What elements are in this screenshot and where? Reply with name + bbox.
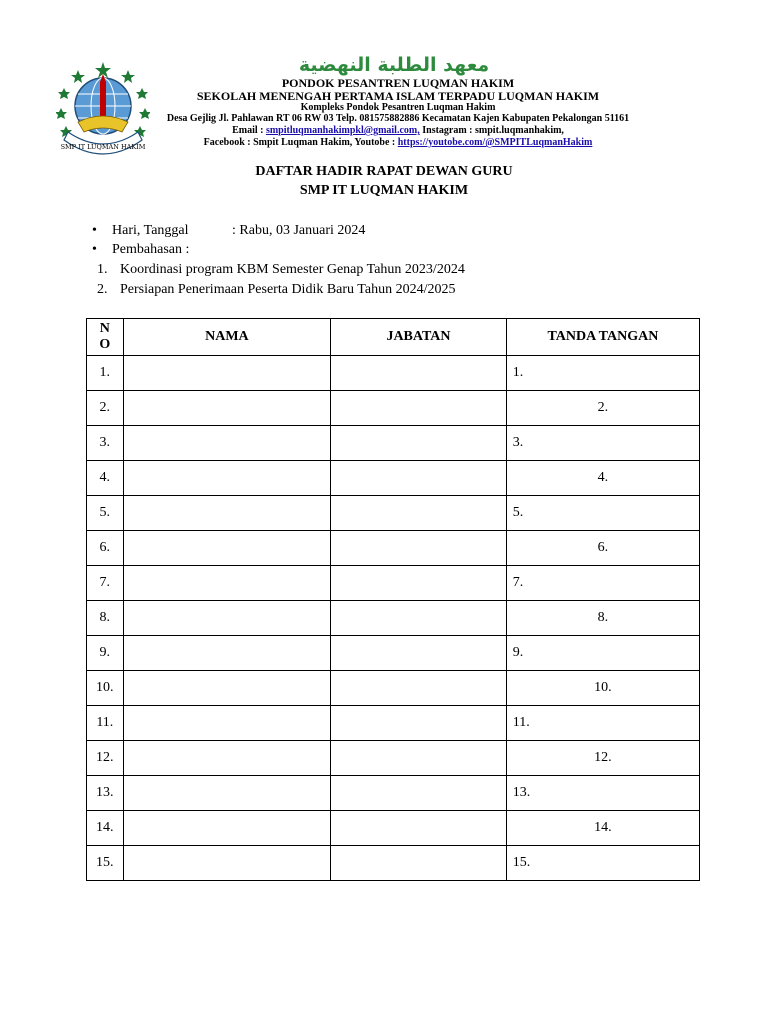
row-number: 10. (87, 671, 124, 706)
row-number: 14. (87, 811, 124, 846)
signature-number: 6. (597, 540, 609, 555)
agenda-item (97, 261, 465, 279)
bullet-icon: • (92, 242, 97, 257)
nama-cell[interactable] (123, 566, 331, 601)
document-title: DAFTAR HADIR RAPAT DEWAN GURU (255, 164, 513, 179)
jabatan-cell[interactable] (331, 846, 507, 881)
agenda-text: Koordinasi program KBM Semester Genap Tahun 2023/2024 (120, 262, 465, 277)
table-row (87, 671, 700, 706)
table-row (87, 636, 700, 671)
table-row (87, 461, 700, 496)
nama-cell[interactable] (123, 391, 331, 426)
header-line-3: Kompleks Pondok Pesantren Luqman Hakim (300, 102, 496, 113)
row-number: 15. (87, 846, 124, 881)
signature-cell[interactable] (506, 356, 699, 391)
row-number: 5. (87, 496, 124, 531)
row-number: 7. (87, 566, 124, 601)
jabatan-cell[interactable] (331, 636, 507, 671)
signature-cell[interactable] (506, 671, 699, 706)
signature-number: 14. (594, 820, 612, 835)
signature-number: 10. (594, 680, 612, 695)
row-number: 13. (87, 776, 124, 811)
nama-cell[interactable] (123, 461, 331, 496)
jabatan-cell[interactable] (331, 426, 507, 461)
nama-cell[interactable] (123, 776, 331, 811)
table-row (87, 601, 700, 636)
signature-number: 5. (512, 505, 524, 520)
signature-cell[interactable] (506, 531, 699, 566)
signature-number: 9. (512, 645, 524, 660)
signature-number: 11. (512, 715, 530, 730)
jabatan-cell[interactable] (331, 741, 507, 776)
signature-cell[interactable] (506, 461, 699, 496)
signature-number: 7. (512, 575, 524, 590)
row-number: 2. (87, 391, 124, 426)
header-address: Desa Gejlig Jl. Pahlawan RT 06 RW 03 Telp. 081575882886 Kecamatan Kajen Kabupaten Pekalongan 51161 (166, 113, 630, 124)
header-jabatan: JABATAN (331, 319, 507, 356)
nama-cell[interactable] (123, 671, 331, 706)
table-row (87, 776, 700, 811)
instagram-text: Instagram : smpit.luqmanhakim, (419, 125, 564, 136)
row-number: 11. (87, 706, 124, 741)
attendance-table (86, 318, 700, 881)
table-row (87, 706, 700, 741)
jabatan-cell[interactable] (331, 391, 507, 426)
header-tanda-tangan: TANDA TANGAN (506, 319, 699, 356)
header-nama: NAMA (123, 319, 331, 356)
table-header-row (87, 319, 700, 356)
signature-cell[interactable] (506, 496, 699, 531)
signature-number: 12. (594, 750, 612, 765)
jabatan-cell[interactable] (331, 461, 507, 496)
header-line-1: PONDOK PESANTREN LUQMAN HAKIM (281, 76, 515, 90)
jabatan-cell[interactable] (331, 671, 507, 706)
row-number: 8. (87, 601, 124, 636)
signature-number: 2. (597, 400, 609, 415)
nama-cell[interactable] (123, 356, 331, 391)
signature-cell[interactable] (506, 566, 699, 601)
signature-number: 15. (512, 855, 531, 870)
nama-cell[interactable] (123, 426, 331, 461)
row-number: 4. (87, 461, 124, 496)
table-row (87, 496, 700, 531)
nama-cell[interactable] (123, 741, 331, 776)
nama-cell[interactable] (123, 811, 331, 846)
nama-cell[interactable] (123, 601, 331, 636)
document-subtitle: SMP IT LUQMAN HAKIM (299, 183, 469, 198)
svg-text:SMP IT LUQMAN HAKIM: SMP IT LUQMAN HAKIM (60, 143, 146, 151)
table-row (87, 531, 700, 566)
jabatan-cell[interactable] (331, 601, 507, 636)
jabatan-cell[interactable] (331, 356, 507, 391)
jabatan-cell[interactable] (331, 496, 507, 531)
signature-cell[interactable] (506, 426, 699, 461)
table-row (87, 741, 700, 776)
table-row (87, 356, 700, 391)
table-row (87, 566, 700, 601)
date-label: Hari, Tanggal (112, 223, 189, 238)
signature-cell[interactable] (506, 391, 699, 426)
agenda-number: 2. (97, 282, 108, 297)
table-row (87, 391, 700, 426)
row-number: 9. (87, 636, 124, 671)
arabic-title: معهد الطلبة النهضية (298, 54, 490, 76)
date-value: : Rabu, 03 Januari 2024 (232, 223, 366, 238)
nama-cell[interactable] (123, 531, 331, 566)
header-line-2: SEKOLAH MENENGAH PERTAMA ISLAM TERPADU LUQMAN HAKIM (196, 89, 600, 103)
signature-cell[interactable] (506, 776, 699, 811)
row-number: 6. (87, 531, 124, 566)
signature-number: 8. (597, 610, 609, 625)
nama-cell[interactable] (123, 846, 331, 881)
jabatan-cell[interactable] (331, 706, 507, 741)
jabatan-cell[interactable] (331, 531, 507, 566)
nama-cell[interactable] (123, 636, 331, 671)
signature-number: 13. (512, 785, 531, 800)
signature-cell[interactable] (506, 846, 699, 881)
jabatan-cell[interactable] (331, 811, 507, 846)
signature-cell[interactable] (506, 741, 699, 776)
header-no: N O (87, 319, 124, 356)
table-row (87, 811, 700, 846)
facebook-text: Facebook : Smpit Luqman Hakim, Youtobe : (203, 137, 398, 148)
jabatan-cell[interactable] (331, 566, 507, 601)
row-number: 12. (87, 741, 124, 776)
agenda-number: 1. (97, 262, 108, 277)
signature-number: 1. (512, 365, 524, 380)
agenda-item (97, 281, 455, 299)
header-social (0, 137, 768, 149)
row-number: 3. (87, 426, 124, 461)
signature-number: 3. (512, 435, 524, 450)
table-row (87, 426, 700, 461)
email-label: Email : (232, 125, 266, 136)
jabatan-cell[interactable] (331, 776, 507, 811)
nama-cell[interactable] (123, 706, 331, 741)
topic-row (92, 241, 189, 259)
table-row (87, 846, 700, 881)
topic-label: Pembahasan : (112, 242, 190, 257)
email-link[interactable]: smpitluqmanhakimpkl@gmail.com, (265, 125, 420, 136)
signature-cell[interactable] (506, 706, 699, 741)
nama-cell[interactable] (123, 496, 331, 531)
signature-number: 4. (597, 470, 609, 485)
header-contact (0, 125, 768, 137)
bullet-icon: • (92, 223, 97, 238)
agenda-text: Persiapan Penerimaan Peserta Didik Baru Tahun 2024/2025 (120, 282, 456, 297)
row-number: 1. (87, 356, 124, 391)
signature-cell[interactable] (506, 811, 699, 846)
signature-cell[interactable] (506, 636, 699, 671)
youtube-link[interactable]: https://youtobe.com/@SMPITLuqmanHakim (397, 137, 593, 148)
signature-cell[interactable] (506, 601, 699, 636)
date-row (92, 222, 365, 240)
